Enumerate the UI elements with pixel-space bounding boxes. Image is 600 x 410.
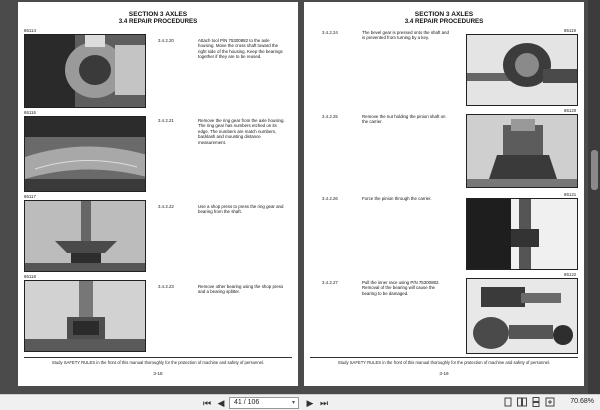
section-title: SECTION 3 AXLES [414,11,474,18]
left-page [18,2,298,386]
figure-photo [24,280,146,352]
step-number: 3.4.2.20 [158,38,174,43]
step-text: Remove other bearing using the shop press and a bearing splitter. [198,284,284,295]
footer-divider [310,357,578,358]
skip-forward-icon[interactable]: ⏭ [319,398,329,408]
step-number: 3.4.2.24 [322,30,338,35]
step-text: Attach tool P/N 75300882 to the axle housing. Move the cross shaft toward the right side of the housing. Keep the bearings together if they are to be reused. [198,38,283,60]
step-text: Remove the ring gear from the axle housing. The ring gear has numbers etched on its edge. The numbers are match numbers, backlash and mounting distance measurement. [198,118,285,145]
step-number: 3.4.2.22 [158,204,174,209]
figure-photo [466,198,578,270]
footer-divider [24,357,292,358]
single-page-icon[interactable] [502,397,514,409]
figure-label: 86116 [24,110,36,115]
step-text: Force the pinion through the carrier. [362,196,432,201]
right-page [304,2,584,386]
scroll-thumb[interactable] [591,150,598,190]
page-number: 3-19 [439,371,449,376]
figure-label: 86121 [564,192,577,197]
two-page-icon[interactable] [516,397,528,409]
next-icon[interactable]: ▶ [306,398,314,408]
vertical-scrollbar[interactable] [588,0,600,394]
step-number: 3.4.2.23 [158,284,174,289]
fit-icon[interactable] [544,397,556,409]
figure-label: 86120 [564,108,577,113]
figure-photo [466,278,578,354]
figure-photo [24,34,146,108]
figure-photo [466,114,578,188]
figure-label: 86122 [564,272,577,277]
step-text: The bevel gear is pressed onto the shaft and is prevented from turning by a key. [362,30,449,41]
figure-photo [24,200,146,272]
step-number: 3.4.2.26 [322,196,338,201]
viewer-toolbar [0,394,600,410]
step-text: Pull the inner race using P/N 75300882. Removal of the bearing will cause the bearing to be damaged. [362,280,440,296]
step-number: 3.4.2.25 [322,114,338,119]
chevron-down-icon[interactable]: ▾ [291,400,295,406]
step-text: Use a shop press to press the ring gear and bearing from the shaft. [198,204,284,215]
zoom-level[interactable]: 70.68% [570,398,594,405]
figure-label: 86117 [24,194,36,199]
step-text: Remove the nut holding the pinion shaft on the carrier. [362,114,446,125]
step-number: 3.4.2.27 [322,280,338,285]
page-field-value: 41 / 106 [234,399,260,406]
subsection-title: 3.4 REPAIR PROCEDURES [118,18,198,25]
page-number: 3-18 [153,371,163,376]
continuous-icon[interactable] [530,397,542,409]
section-title: SECTION 3 AXLES [128,11,188,18]
subsection-title: 3.4 REPAIR PROCEDURES [404,18,484,25]
figure-photo [466,34,578,106]
figure-label: 86119 [564,28,576,33]
prev-icon[interactable]: ◀ [217,398,225,408]
page-number-field[interactable] [229,397,299,409]
safety-footer: Study SAFETY RULES in the front of this manual thoroughly for the protection of machine and safety of personnel. [51,360,265,365]
figure-label: 86118 [24,274,36,279]
skip-back-icon[interactable]: ⏮ [202,398,212,408]
step-number: 3.4.2.21 [158,118,174,123]
safety-footer: Study SAFETY RULES in the front of this manual thoroughly for the protection of machine and safety of personnel. [337,360,551,365]
figure-label: 86114 [24,28,36,33]
figure-photo [24,116,146,192]
